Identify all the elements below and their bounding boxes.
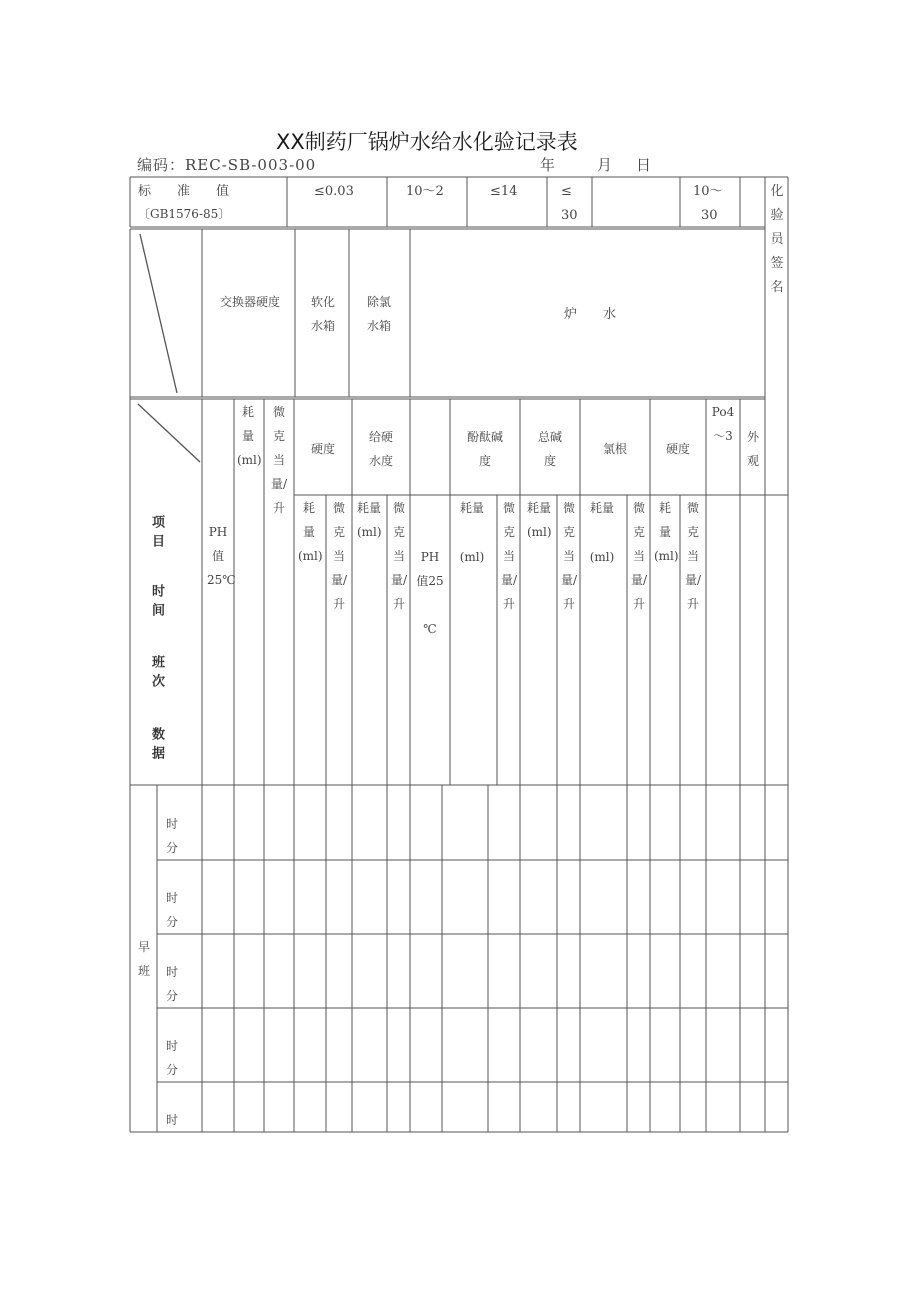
row-label-time: 时间 — [149, 584, 164, 622]
boiler-ph-celsius: ℃ — [423, 622, 437, 636]
chloride-header: 氯根 — [602, 442, 627, 456]
time-hour-label-2: 时 — [165, 891, 178, 905]
softened-tank-header-1: 软化 — [310, 295, 335, 309]
dechlorinated-tank-header-2: 水箱 — [366, 319, 391, 333]
standard-value-4a: ≤ — [561, 184, 572, 199]
total-alkalinity-header-2: 度 — [543, 454, 556, 468]
softened-hardness-header: 硬度 — [310, 442, 335, 456]
appearance-header: 外观 — [746, 430, 759, 468]
chloride-consumption-unit: (ml) — [589, 550, 615, 564]
time-minute-label-1: 分 — [165, 841, 178, 855]
ph-25c-header: PH值25℃ — [207, 525, 236, 587]
time-minute-label-3: 分 — [165, 989, 178, 1003]
softened-tank-header-2: 水箱 — [310, 319, 335, 333]
exchanger-micro-equiv-header: 微克当量/升 — [270, 405, 288, 515]
boiler-water-header: 炉 水 — [563, 307, 616, 322]
chloride-micro-equiv-header: 微克当量/升 — [630, 501, 648, 611]
date-year-label: 年 — [540, 156, 557, 174]
row-label-item: 项目 — [149, 515, 164, 553]
standard-reference: 〔GB1576-85〕 — [138, 207, 231, 221]
time-hour-label-5: 时 — [165, 1113, 178, 1127]
date-month-label: 月 — [597, 156, 614, 174]
time-hour-label-4: 时 — [165, 1039, 178, 1053]
softened-consumption-header: 耗量(ml) — [298, 501, 323, 563]
time-minute-label-4: 分 — [165, 1063, 178, 1077]
standard-label: 标 准 值 — [138, 184, 230, 199]
phenolphthalein-micro-equiv-header: 微克当量/升 — [500, 501, 518, 611]
feed-hardness-header-1: 给硬 — [368, 430, 393, 444]
boiler-hardness-consumption-header: 耗量(ml) — [654, 501, 679, 563]
softened-micro-equiv-header: 微克当量/升 — [330, 501, 348, 611]
standard-value-3: ≤14 — [490, 184, 518, 199]
total-alkalinity-header-1: 总碱 — [537, 430, 562, 444]
exchanger-consumption-header: 耗量(ml) — [237, 405, 262, 467]
row-label-data: 数据 — [149, 727, 164, 765]
boiler-hardness-micro-equiv-header: 微克当量/升 — [684, 501, 702, 611]
diagonal-line-upper — [140, 234, 177, 393]
time-hour-label-3: 时 — [165, 965, 178, 979]
row-label-shift: 班次 — [149, 655, 164, 693]
signature-header: 化验员签名 — [770, 184, 784, 295]
time-hour-label-1: 时 — [165, 817, 178, 831]
feed-micro-equiv-header: 微克当量/升 — [390, 501, 408, 611]
standard-value-5b: 30 — [701, 208, 718, 223]
boiler-hardness-header: 硬度 — [665, 442, 690, 456]
boiler-ph-value-label: 值25 — [416, 574, 444, 588]
phenolphthalein-consumption-unit: (ml) — [459, 550, 485, 564]
standard-value-5a: 10～ — [693, 184, 723, 199]
chloride-consumption-label: 耗量 — [589, 501, 614, 515]
total-alkalinity-consumption-header: 耗量(ml) — [527, 501, 552, 539]
date-day-label: 日 — [636, 156, 653, 174]
dechlorinated-tank-header-1: 除氯 — [366, 295, 391, 309]
diagonal-line-lower — [138, 404, 200, 462]
shift-name: 早班 — [137, 940, 150, 978]
standard-value-4b: 30 — [561, 208, 578, 223]
exchanger-hardness-header: 交换器硬度 — [219, 295, 280, 309]
total-alkalinity-micro-equiv-header: 微克当量/升 — [560, 501, 578, 611]
page-title: XX制药厂锅炉水给水化验记录表 — [276, 130, 578, 154]
boiler-ph-label: PH — [420, 550, 440, 564]
phenolphthalein-consumption-label: 耗量 — [459, 501, 484, 515]
time-minute-label-2: 分 — [165, 915, 178, 929]
feed-hardness-header-2: 水度 — [368, 454, 393, 468]
standard-value-1: ≤0.03 — [314, 184, 354, 199]
phosphate-header: Po4～3 — [711, 405, 735, 443]
feed-consumption-header: 耗量(ml) — [357, 501, 382, 539]
phenolphthalein-alkalinity-header-2: 度 — [478, 454, 491, 468]
document-code: 编码：REC-SB-003-00 — [137, 156, 317, 174]
standard-value-2: 10～2 — [406, 184, 444, 199]
phenolphthalein-alkalinity-header-1: 酚酞碱 — [466, 430, 503, 444]
